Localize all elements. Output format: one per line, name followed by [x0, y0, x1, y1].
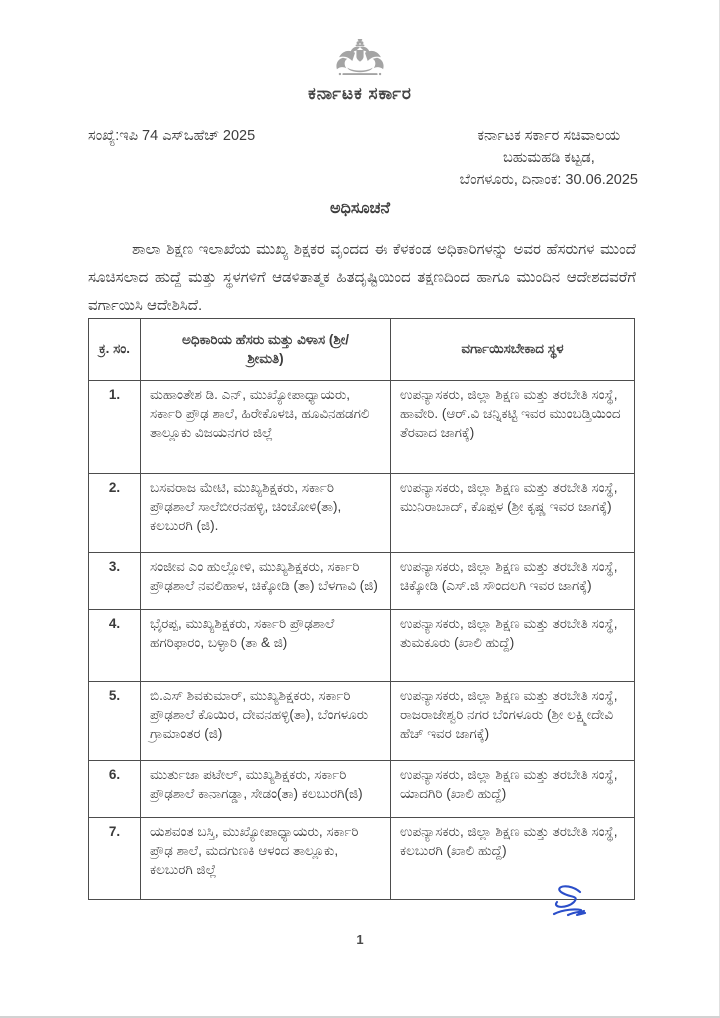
col-header-transfer-place: ವರ್ಗಾಯಿಸಬೇಕಾದ ಸ್ಥಳ — [391, 319, 635, 381]
cell-sl-no: 7. — [89, 818, 141, 900]
cell-transfer-place: ಉಪನ್ಯಾಸಕರು, ಜಿಲ್ಲಾ ಶಿಕ್ಷಣ ಮತ್ತು ತರಬೇತಿ ಸಂಸ್ಥೆ, ಮುನಿರಾಬಾದ್, ಕೊಪ್ಪಳ (ಶ್ರೀ ಕೃಷ್ಣ ಇವರ ಜಾಗಕ್ಕೆ) — [391, 474, 635, 553]
table-row — [89, 610, 635, 682]
cell-sl-no: 1. — [89, 381, 141, 474]
col-header-sl-no: ಕ್ರ. ಸಂ. — [89, 319, 141, 381]
cell-name-address: ಸಂಜೀವ ಎಂ ಹುಲ್ಲೋಳಿ, ಮುಖ್ಯಶಿಕ್ಷಕರು, ಸರ್ಕಾರಿ ಪ್ರೌಢಶಾಲೆ ನವಲಿಹಾಳ, ಚಿಕ್ಕೋಡಿ (ತಾ) ಬೆಳಗಾವಿ (ಜಿ) — [141, 553, 391, 610]
address-line-3: ಬೆಂಗಳೂರು, ದಿನಾಂಕ: 30.06.2025 — [459, 171, 638, 188]
cell-transfer-place: ಉಪನ್ಯಾಸಕರು, ಜಿಲ್ಲಾ ಶಿಕ್ಷಣ ಮತ್ತು ತರಬೇತಿ ಸಂಸ್ಥೆ, ಹಾವೇರಿ. (ಆರ್.ವಿ ಚನ್ನಿಕಟ್ಟಿ ಇವರ ಮುಂಬಡ್ತಿಯಿಂದ ತೆರವಾದ ಜಾಗಕ್ಕೆ) — [391, 381, 635, 474]
cell-transfer-place: ಉಪನ್ಯಾಸಕರು, ಜಿಲ್ಲಾ ಶಿಕ್ಷಣ ಮತ್ತು ತರಬೇತಿ ಸಂಸ್ಥೆ, ತುಮಕೂರು (ಖಾಲಿ ಹುದ್ದೆ) — [391, 610, 635, 682]
address-line-2: ಬಹುಮಹಡಿ ಕಟ್ಟಡ, — [502, 149, 595, 166]
government-title: ಕರ್ನಾಟಕ ಸರ್ಕಾರ — [308, 84, 412, 103]
transfer-orders-table — [88, 318, 635, 900]
table-row — [89, 682, 635, 761]
cell-sl-no: 5. — [89, 682, 141, 761]
notification-body: ಶಾಲಾ ಶಿಕ್ಷಣ ಇಲಾಖೆಯ ಮುಖ್ಯ ಶಿಕ್ಷಕರ ವೃಂದದ ಈ ಕೆಳಕಂಡ ಅಧಿಕಾರಿಗಳನ್ನು ಅವರ ಹೆಸರುಗಳ ಮುಂದೆ ಸೂಚಿಸಲಾದ ಹುದ್ದೆ ಮತ್ತು ಸ್ಥಳಗಳಿಗೆ ಆಡಳಿತಾತ್ಮಕ ಹಿತದೃಷ್ಟಿಯಿಂದ ತಕ್ಷಣದಿಂದ ಹಾಗೂ ಮುಂದಿನ ಆದೇಶದವರೆಗೆ ವರ್ಗಾಯಿಸಿ ಆದೇಶಿಸಿದೆ. — [88, 241, 636, 314]
reference-number: ಸಂಖ್ಯೆ:ಇಪಿ 74 ಎಸ್ಒಹೆಚ್ 2025 — [88, 128, 256, 144]
table-row — [89, 474, 635, 553]
reference-row — [88, 126, 638, 191]
cell-name-address: ಯಶವಂತ ಬಸ್ತಿ, ಮುಖ್ಯೋಪಾಧ್ಯಾಯರು, ಸರ್ಕಾರಿ ಪ್ರೌಢ ಶಾಲೆ, ಮದಗುಣಕಿ ಆಳಂದ ತಾಲ್ಲೂಕು, ಕಲಬುರಗಿ ಜಿಲ್ಲೆ — [141, 818, 391, 900]
table-row — [89, 553, 635, 610]
cell-name-address: ಭೈರಪ್ಪ, ಮುಖ್ಯಶಿಕ್ಷಕರು, ಸರ್ಕಾರಿ ಪ್ರೌಢಶಾಲೆ ಹಗರಿಫಾರಂ, ಬಳ್ಳಾರಿ (ತಾ & ಜಿ) — [141, 610, 391, 682]
cell-transfer-place: ಉಪನ್ಯಾಸಕರು, ಜಿಲ್ಲಾ ಶಿಕ್ಷಣ ಮತ್ತು ತರಬೇತಿ ಸಂಸ್ಥೆ, ಕಲಬುರಗಿ (ಖಾಲಿ ಹುದ್ದೆ) — [391, 818, 635, 900]
cell-sl-no: 4. — [89, 610, 141, 682]
col-header-name-address: ಅಧಿಕಾರಿಯ ಹೆಸರು ಮತ್ತು ವಿಳಾಸ (ಶ್ರೀ/ಶ್ರೀಮತಿ) — [141, 319, 391, 381]
notification-heading: ಅಧಿಸೂಚನೆ — [329, 200, 391, 217]
cell-sl-no: 2. — [89, 474, 141, 553]
table-row — [89, 761, 635, 818]
signature-ink — [544, 884, 600, 933]
cell-sl-no: 3. — [89, 553, 141, 610]
cell-name-address: ಮಹಾಂತೇಶ ಡಿ. ಎನ್, ಮುಖ್ಯೋಪಾಧ್ಯಾಯರು, ಸರ್ಕಾರಿ ಪ್ರೌಢ ಶಾಲೆ, ಹಿರೇಕೊಳಚಿ, ಹೂವಿನಹಡಗಲಿ ತಾಲ್ಲೂಕು ವಿಜಯನಗರ ಜಿಲ್ಲೆ — [141, 381, 391, 474]
cell-name-address: ಬಿ.ಎಸ್ ಶಿವಕುಮಾರ್, ಮುಖ್ಯಶಿಕ್ಷಕರು, ಸರ್ಕಾರಿ ಪ್ರೌಢಶಾಲೆ ಕೊಯಿರ, ದೇವನಹಳ್ಳಿ(ತಾ), ಬೆಂಗಳೂರು ಗ್ರಾಮಾಂತರ (ಜಿ) — [141, 682, 391, 761]
address-line-1: ಕರ್ನಾಟಕ ಸರ್ಕಾರ ಸಚಿವಾಲಯ — [477, 128, 621, 144]
page-number: 1 — [356, 932, 364, 947]
cell-transfer-place: ಉಪನ್ಯಾಸಕರು, ಜಿಲ್ಲಾ ಶಿಕ್ಷಣ ಮತ್ತು ತರಬೇತಿ ಸಂಸ್ಥೆ, ಚಿಕ್ಕೋಡಿ (ಎಸ್.ಜಿ ಸೌಂದಲಗಿ ಇವರ ಜಾಗಕ್ಕೆ) — [391, 553, 635, 610]
table-row — [89, 381, 635, 474]
cell-transfer-place: ಉಪನ್ಯಾಸಕರು, ಜಿಲ್ಲಾ ಶಿಕ್ಷಣ ಮತ್ತು ತರಬೇತಿ ಸಂಸ್ಥೆ, ರಾಜರಾಜೇಶ್ವರಿ ನಗರ ಬೆಂಗಳೂರು (ಶ್ರೀ ಲಕ್ಷ್ಮೀದೇವಿ ಹೆಚ್ ಇವರ ಜಾಗಕ್ಕೆ) — [391, 682, 635, 761]
table-header-row — [89, 319, 635, 381]
cell-sl-no: 6. — [89, 761, 141, 818]
cell-transfer-place: ಉಪನ್ಯಾಸಕರು, ಜಿಲ್ಲಾ ಶಿಕ್ಷಣ ಮತ್ತು ತರಬೇತಿ ಸಂಸ್ಥೆ, ಯಾದಗಿರಿ (ಖಾಲಿ ಹುದ್ದೆ) — [391, 761, 635, 818]
cell-name-address: ಬಸವರಾಜ ಮೇಟಿ, ಮುಖ್ಯಶಿಕ್ಷಕರು, ಸರ್ಕಾರಿ ಪ್ರೌಢಶಾಲೆ ಸಾಲೆಬೀರನಹಳ್ಳಿ, ಚಿಂಚೋಳಿ(ತಾ), ಕಲಬುರಗಿ (ಜಿ). — [141, 474, 391, 553]
cell-name-address: ಮುರ್ತುಜಾ ಪಟೇಲ್, ಮುಖ್ಯಶಿಕ್ಷಕರು, ಸರ್ಕಾರಿ ಪ್ರೌಢಶಾಲೆ ಕಾನಾಗಡ್ಡಾ, ಸೇಡಂ(ತಾ) ಕಲಬುರಗಿ(ಜಿ) — [141, 761, 391, 818]
secretariat-address — [460, 126, 638, 191]
